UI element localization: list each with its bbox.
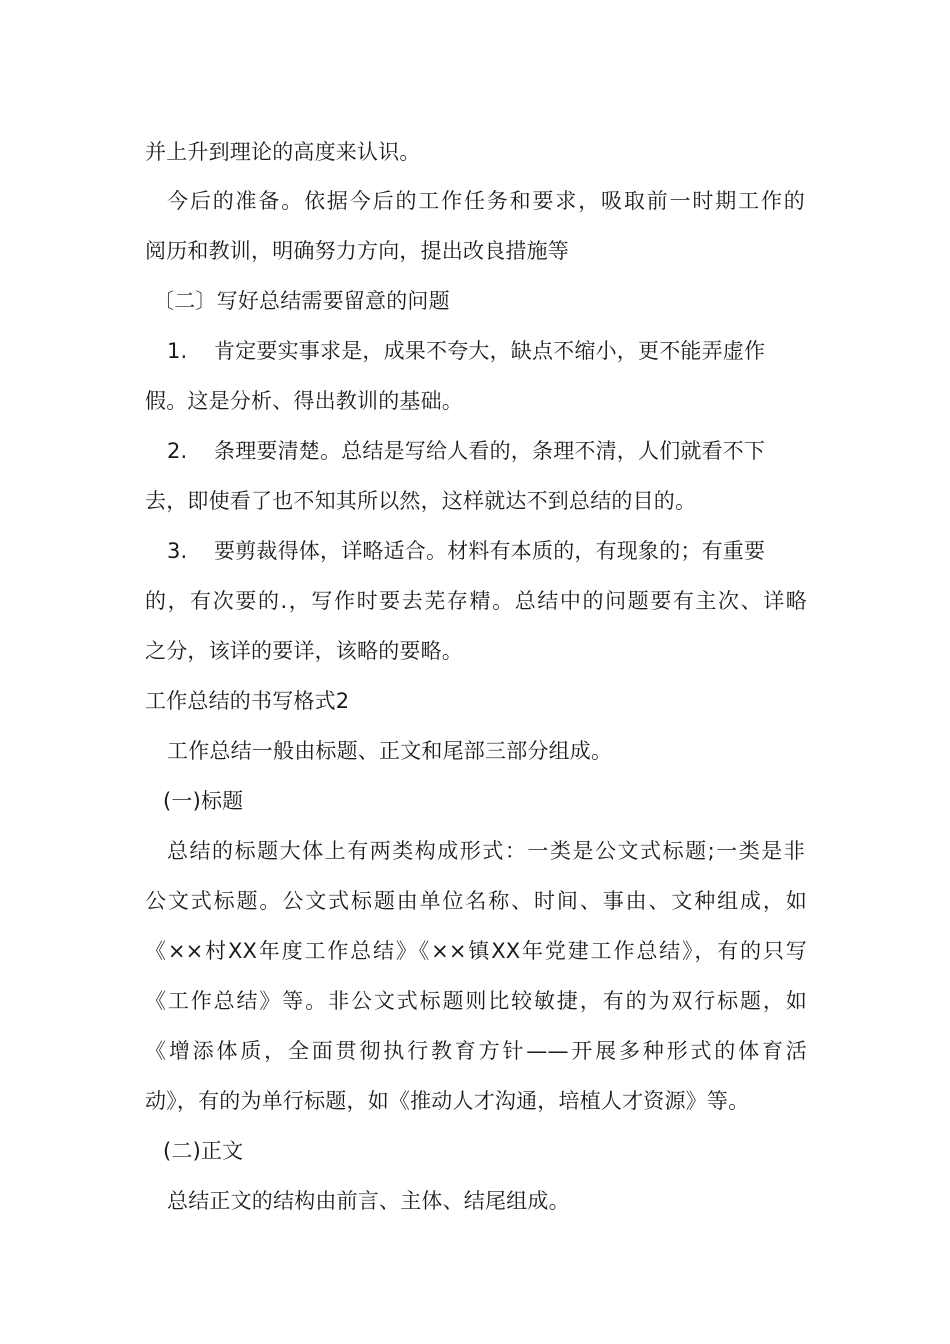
paragraph-line: 去，即使看了也不知其所以然，这样就达不到总结的目的。 <box>145 489 697 513</box>
list-item-1 <box>167 336 807 366</box>
section-heading: (一)标题 <box>163 789 244 813</box>
list-item-text: 肯定要实事求是，成果不夸大，缺点不缩小，更不能弄虚作 <box>214 339 766 363</box>
list-number: 2. <box>167 439 188 463</box>
list-item-text: 要剪裁得体，详略适合。材料有本质的，有现象的；有重要 <box>214 539 766 563</box>
list-item-3 <box>167 536 807 566</box>
document-heading: 工作总结的书写格式2 <box>145 689 350 713</box>
section-heading: 〔二〕写好总结需要留意的问题 <box>153 289 450 313</box>
list-item-text: 条理要清楚。总结是写给人看的，条理不清，人们就看不下 <box>214 439 766 463</box>
paragraph-line: 总结正文的结构由前言、主体、结尾组成。 <box>167 1189 570 1213</box>
paragraph-line: 并上升到理论的高度来认识。 <box>145 140 421 164</box>
list-item-2 <box>167 436 807 466</box>
paragraph-line: 假。这是分析、得出教训的基础。 <box>145 389 463 413</box>
list-number: 1. <box>167 339 188 363</box>
list-number: 3. <box>167 539 188 563</box>
paragraph-line: 总结的标题大体上有两类构成形式：一类是公文式标题;一类是非 <box>167 839 805 863</box>
paragraph-line: 动》，有的为单行标题，如《推动人才沟通，培植人才资源》等。 <box>145 1089 750 1113</box>
paragraph-line: 《增添体质，全面贯彻执行教育方针——开展多种形式的体育活 <box>145 1039 807 1063</box>
paragraph-line: 今后的准备。依据今后的工作任务和要求，吸取前一时期工作的 <box>167 189 805 213</box>
section-heading: (二)正文 <box>163 1139 244 1163</box>
paragraph-line: 的，有次要的.，写作时要去芜存精。总结中的问题要有主次、详略 <box>145 589 807 613</box>
paragraph-line: 阅历和教训，明确努力方向，提出改良措施等 <box>145 239 569 263</box>
paragraph-line: 《××村XX年度工作总结》《××镇XX年党建工作总结》，有的只写 <box>145 939 807 963</box>
paragraph-line: 公文式标题。公文式标题由单位名称、时间、事由、文种组成，如 <box>145 889 807 913</box>
paragraph-line: 《工作总结》等。非公文式标题则比较敏捷，有的为双行标题，如 <box>145 989 807 1013</box>
paragraph-line: 工作总结一般由标题、正文和尾部三部分组成。 <box>167 739 613 763</box>
paragraph-line: 之分，该详的要详，该略的要略。 <box>145 639 463 663</box>
